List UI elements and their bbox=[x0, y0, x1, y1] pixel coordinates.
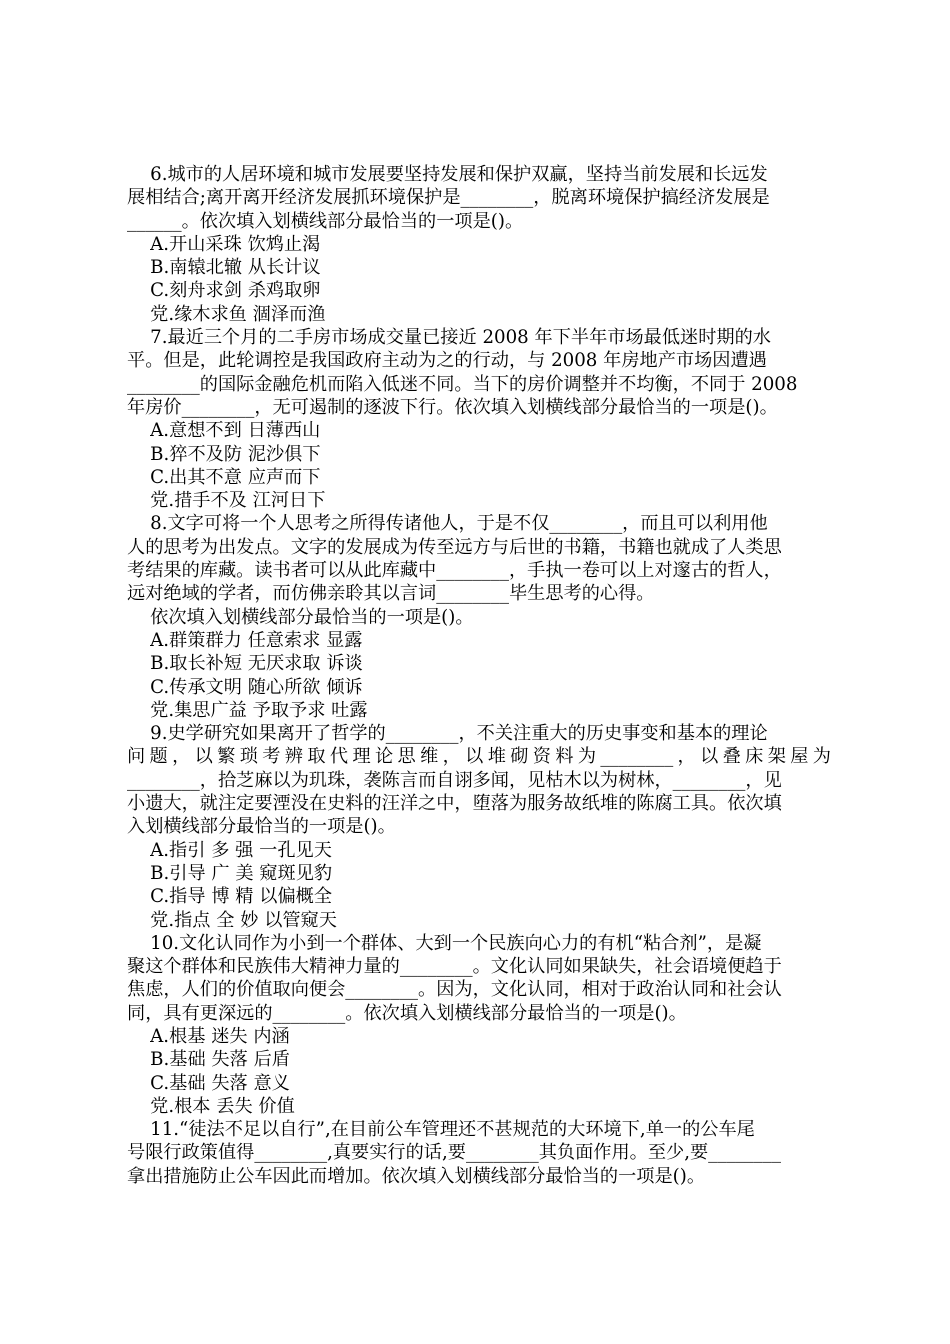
option-line: C.刻舟求剑 杀鸡取卵 bbox=[127, 280, 321, 302]
option-line: C.传承文明 随心所欲 倾诉 bbox=[127, 676, 363, 698]
option-line: B.基础 失落 后盾 bbox=[127, 1049, 290, 1071]
text-line: 6.城市的人居环境和城市发展要坚持发展和保护双赢，坚持当前发展和长远发 bbox=[127, 164, 768, 185]
document-page bbox=[127, 163, 831, 1188]
text-line: 拿出措施防止公车因此而增加。依次填入划横线部分最恰当的一项是()。 bbox=[127, 1165, 706, 1187]
text-line: 展相结合;离开离开经济发展抓环境保护是________，脱离环境保护搞经济发展是 bbox=[127, 187, 770, 209]
option-line: A.指引 多 强 一孔见天 bbox=[127, 839, 332, 861]
text-line: 远对绝域的学者，而仿佛亲聆其以言词________毕生思考的心得。 bbox=[127, 583, 655, 605]
text-line: ________，拾芝麻以为玑珠，袭陈言而自诩多闻，见枯木以为树林，________，见 bbox=[127, 769, 782, 791]
text-line: 入划横线部分最恰当的一项是()。 bbox=[127, 816, 396, 838]
text-line: 小遗大，就注定要湮没在史料的汪洋之中，堕落为服务故纸堆的陈腐工具。依次填 bbox=[127, 793, 782, 815]
text-line: 人的思考为出发点。文字的发展成为传至远方与后世的书籍，书籍也就成了人类思 bbox=[127, 536, 782, 558]
text-line: 8.文字可将一个人思考之所得传诸他人，于是不仅________，而且可以利用他 bbox=[127, 513, 768, 535]
option-line: A.开山采珠 饮鸩止渴 bbox=[127, 233, 321, 255]
text-line: 焦虑，人们的价值取向便会________。因为，文化认同，相对于政治认同和社会认 bbox=[127, 979, 782, 1001]
option-line: 党.集思广益 予取予求 吐露 bbox=[127, 699, 368, 721]
option-line: C.指导 博 精 以偏概全 bbox=[127, 886, 333, 908]
text-line: 依次填入划横线部分最恰当的一项是()。 bbox=[127, 606, 474, 628]
text-line: 7.最近三个月的二手房市场成交量已接近 2008 年下半年市场最低迷时期的水 bbox=[127, 327, 771, 349]
text-line: ______。依次填入划横线部分最恰当的一项是()。 bbox=[127, 210, 524, 232]
option-line: 党.指点 全 妙 以管窥天 bbox=[127, 909, 337, 931]
text-line: 考结果的库藏。读书者可以从此库藏中________，手执一卷可以上对邃古的哲人， bbox=[127, 560, 782, 582]
option-line: C.基础 失落 意义 bbox=[127, 1072, 290, 1094]
option-line: B.引导 广 美 窥斑见豹 bbox=[127, 862, 333, 884]
text-line: 聚这个群体和民族伟大精神力量的________。文化认同如果缺失，社会语境便趋于 bbox=[127, 956, 782, 978]
text-line: 9.史学研究如果离开了哲学的________，不关注重大的历史事变和基本的理论 bbox=[127, 723, 768, 745]
option-line: 党.缘木求鱼 涸泽而渔 bbox=[127, 303, 326, 325]
text-line: 11.“徒法不足以自行”,在目前公车管理还不甚规范的大环境下,单一的公车尾 bbox=[127, 1119, 755, 1141]
text-line: 号限行政策值得________,真要实行的话,要________其负面作用。至少,要________ bbox=[127, 1142, 781, 1164]
text-line: 年房价________，无可遏制的逐波下行。依次填入划横线部分最恰当的一项是()。 bbox=[127, 396, 778, 418]
text-line: 10.文化认同作为小到一个群体、大到一个民族向心力的有机“粘合剂”，是凝 bbox=[127, 932, 762, 954]
option-line: B.南辕北辙 从长计议 bbox=[127, 257, 321, 279]
text-line: 问题，以繁琐考辨取代理论思维，以堆砌资料为________，以叠床架屋为 bbox=[127, 746, 831, 768]
option-line: B.取长补短 无厌求取 诉谈 bbox=[127, 653, 363, 675]
option-line: 党.根本 丢失 价值 bbox=[127, 1095, 295, 1117]
text-line: 同，具有更深远的________。依次填入划横线部分最恰当的一项是()。 bbox=[127, 1002, 687, 1024]
option-line: A.意想不到 日薄西山 bbox=[127, 420, 321, 442]
option-line: A.根基 迷失 内涵 bbox=[127, 1025, 290, 1047]
option-line: B.猝不及防 泥沙俱下 bbox=[127, 443, 321, 465]
text-line: 平。但是，此轮调控是我国政府主动为之的行动，与 2008 年房地产市场因遭遇 bbox=[127, 350, 767, 372]
option-line: C.出其不意 应声而下 bbox=[127, 466, 321, 488]
option-line: A.群策群力 任意索求 显露 bbox=[127, 629, 363, 651]
option-line: 党.措手不及 江河日下 bbox=[127, 490, 326, 512]
text-line: ________的国际金融危机而陷入低迷不同。当下的房价调整并不均衡，不同于 2008 bbox=[127, 373, 798, 395]
